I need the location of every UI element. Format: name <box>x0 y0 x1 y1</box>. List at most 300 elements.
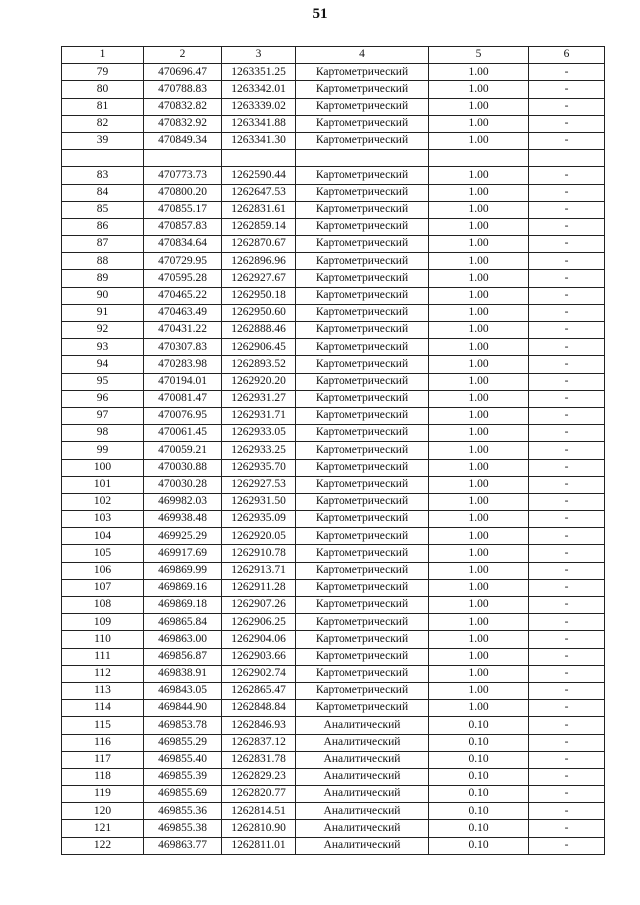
accuracy-cell: 1.00 <box>429 253 529 270</box>
point-number-cell: 102 <box>62 493 144 510</box>
table-row <box>62 665 605 682</box>
point-number-cell: 104 <box>62 528 144 545</box>
y-coordinate-cell: 1262811.01 <box>222 837 296 854</box>
note-cell: - <box>529 218 605 235</box>
method-cell: Картометрический <box>296 682 429 699</box>
x-coordinate-cell: 470788.83 <box>144 81 222 98</box>
note-cell: - <box>529 64 605 81</box>
accuracy-cell: 1.00 <box>429 631 529 648</box>
table-row <box>62 562 605 579</box>
x-coordinate-cell: 470849.34 <box>144 132 222 149</box>
table-row <box>62 837 605 854</box>
note-cell: - <box>529 407 605 424</box>
method-cell: Аналитический <box>296 837 429 854</box>
point-number-cell: 111 <box>62 648 144 665</box>
accuracy-cell: 1.00 <box>429 201 529 218</box>
point-number-cell: 39 <box>62 132 144 149</box>
point-number-cell: 90 <box>62 287 144 304</box>
table-row <box>62 476 605 493</box>
x-coordinate-cell: 470030.28 <box>144 476 222 493</box>
method-cell: Картометрический <box>296 390 429 407</box>
point-number-cell: 105 <box>62 545 144 562</box>
header-row <box>62 47 605 64</box>
point-number-cell: 99 <box>62 442 144 459</box>
accuracy-cell: 1.00 <box>429 115 529 132</box>
note-cell: - <box>529 562 605 579</box>
accuracy-cell: 1.00 <box>429 425 529 442</box>
y-coordinate-cell: 1262904.06 <box>222 631 296 648</box>
table-row <box>62 322 605 339</box>
method-cell: Картометрический <box>296 614 429 631</box>
x-coordinate-cell: 470800.20 <box>144 184 222 201</box>
note-cell: - <box>529 304 605 321</box>
y-coordinate-cell: 1262903.66 <box>222 648 296 665</box>
x-coordinate-cell: 469869.16 <box>144 579 222 596</box>
y-coordinate-cell: 1262831.78 <box>222 751 296 768</box>
point-number-cell: 115 <box>62 717 144 734</box>
note-cell: - <box>529 81 605 98</box>
column-header: 2 <box>144 47 222 64</box>
note-cell: - <box>529 511 605 528</box>
x-coordinate-cell: 470307.83 <box>144 339 222 356</box>
point-number-cell: 80 <box>62 81 144 98</box>
method-cell: Картометрический <box>296 493 429 510</box>
y-coordinate-cell: 1263339.02 <box>222 98 296 115</box>
accuracy-cell: 0.10 <box>429 837 529 854</box>
note-cell: - <box>529 236 605 253</box>
point-number-cell: 95 <box>62 373 144 390</box>
accuracy-cell: 1.00 <box>429 270 529 287</box>
x-coordinate-cell: 469838.91 <box>144 665 222 682</box>
note-cell: - <box>529 597 605 614</box>
method-cell: Аналитический <box>296 768 429 785</box>
coordinates-table <box>61 46 605 855</box>
accuracy-cell: 1.00 <box>429 407 529 424</box>
table-row <box>62 614 605 631</box>
point-number-cell: 93 <box>62 339 144 356</box>
method-cell: Картометрический <box>296 442 429 459</box>
column-header: 4 <box>296 47 429 64</box>
accuracy-cell: 1.00 <box>429 665 529 682</box>
note-cell <box>529 150 605 167</box>
x-coordinate-cell: 469982.03 <box>144 493 222 510</box>
note-cell: - <box>529 115 605 132</box>
x-coordinate-cell: 469869.18 <box>144 597 222 614</box>
method-cell: Картометрический <box>296 631 429 648</box>
point-number-cell: 81 <box>62 98 144 115</box>
table-row <box>62 442 605 459</box>
accuracy-cell: 1.00 <box>429 287 529 304</box>
note-cell: - <box>529 390 605 407</box>
point-number-cell: 106 <box>62 562 144 579</box>
accuracy-cell: 1.00 <box>429 493 529 510</box>
point-number-cell: 85 <box>62 201 144 218</box>
x-coordinate-cell: 469863.77 <box>144 837 222 854</box>
table-row <box>62 167 605 184</box>
method-cell: Картометрический <box>296 201 429 218</box>
x-coordinate-cell: 470729.95 <box>144 253 222 270</box>
table-row <box>62 682 605 699</box>
point-number-cell: 101 <box>62 476 144 493</box>
accuracy-cell: 1.00 <box>429 373 529 390</box>
x-coordinate-cell: 469855.40 <box>144 751 222 768</box>
point-number-cell: 100 <box>62 459 144 476</box>
y-coordinate-cell: 1262846.93 <box>222 717 296 734</box>
point-number-cell: 110 <box>62 631 144 648</box>
method-cell: Картометрический <box>296 459 429 476</box>
point-number-cell: 107 <box>62 579 144 596</box>
table-row <box>62 493 605 510</box>
accuracy-cell: 1.00 <box>429 579 529 596</box>
method-cell <box>296 150 429 167</box>
page-number: 51 <box>312 6 328 22</box>
note-cell: - <box>529 648 605 665</box>
y-coordinate-cell: 1262920.05 <box>222 528 296 545</box>
note-cell: - <box>529 786 605 803</box>
point-number-cell: 88 <box>62 253 144 270</box>
y-coordinate-cell: 1262906.45 <box>222 339 296 356</box>
method-cell: Картометрический <box>296 218 429 235</box>
accuracy-cell: 0.10 <box>429 734 529 751</box>
table-row <box>62 528 605 545</box>
y-coordinate-cell: 1262910.78 <box>222 545 296 562</box>
table-row <box>62 150 605 167</box>
accuracy-cell: 1.00 <box>429 218 529 235</box>
y-coordinate-cell: 1262920.20 <box>222 373 296 390</box>
note-cell: - <box>529 545 605 562</box>
x-coordinate-cell: 469865.84 <box>144 614 222 631</box>
table-row <box>62 132 605 149</box>
point-number-cell: 109 <box>62 614 144 631</box>
x-coordinate-cell: 469855.38 <box>144 820 222 837</box>
point-number-cell: 91 <box>62 304 144 321</box>
method-cell: Картометрический <box>296 425 429 442</box>
method-cell: Аналитический <box>296 803 429 820</box>
table-row <box>62 820 605 837</box>
accuracy-cell: 1.00 <box>429 442 529 459</box>
point-number-cell: 114 <box>62 700 144 717</box>
method-cell: Картометрический <box>296 373 429 390</box>
accuracy-cell <box>429 150 529 167</box>
table-row <box>62 115 605 132</box>
x-coordinate-cell: 470834.64 <box>144 236 222 253</box>
y-coordinate-cell: 1262893.52 <box>222 356 296 373</box>
table-row <box>62 304 605 321</box>
method-cell: Картометрический <box>296 407 429 424</box>
note-cell: - <box>529 322 605 339</box>
accuracy-cell: 1.00 <box>429 614 529 631</box>
x-coordinate-cell: 470059.21 <box>144 442 222 459</box>
table-row <box>62 545 605 562</box>
method-cell: Картометрический <box>296 98 429 115</box>
method-cell: Картометрический <box>296 356 429 373</box>
method-cell: Картометрический <box>296 64 429 81</box>
x-coordinate-cell: 470773.73 <box>144 167 222 184</box>
method-cell: Картометрический <box>296 236 429 253</box>
table-row <box>62 734 605 751</box>
point-number-cell: 121 <box>62 820 144 837</box>
table-row <box>62 356 605 373</box>
accuracy-cell: 0.10 <box>429 717 529 734</box>
x-coordinate-cell: 470076.95 <box>144 407 222 424</box>
table-row <box>62 373 605 390</box>
accuracy-cell: 0.10 <box>429 803 529 820</box>
point-number-cell: 87 <box>62 236 144 253</box>
note-cell: - <box>529 459 605 476</box>
method-cell: Картометрический <box>296 545 429 562</box>
point-number-cell: 116 <box>62 734 144 751</box>
y-coordinate-cell: 1262870.67 <box>222 236 296 253</box>
point-number-cell: 117 <box>62 751 144 768</box>
accuracy-cell: 1.00 <box>429 562 529 579</box>
accuracy-cell: 1.00 <box>429 648 529 665</box>
method-cell: Картометрический <box>296 253 429 270</box>
note-cell: - <box>529 665 605 682</box>
table-row <box>62 407 605 424</box>
x-coordinate-cell: 470855.17 <box>144 201 222 218</box>
x-coordinate-cell: 469855.36 <box>144 803 222 820</box>
table-row <box>62 184 605 201</box>
x-coordinate-cell <box>144 150 222 167</box>
point-number-cell: 79 <box>62 64 144 81</box>
note-cell: - <box>529 751 605 768</box>
y-coordinate-cell <box>222 150 296 167</box>
note-cell: - <box>529 287 605 304</box>
method-cell: Картометрический <box>296 528 429 545</box>
method-cell: Картометрический <box>296 648 429 665</box>
point-number-cell: 94 <box>62 356 144 373</box>
y-coordinate-cell: 1262935.09 <box>222 511 296 528</box>
note-cell: - <box>529 425 605 442</box>
x-coordinate-cell: 470832.92 <box>144 115 222 132</box>
x-coordinate-cell: 469863.00 <box>144 631 222 648</box>
accuracy-cell: 1.00 <box>429 356 529 373</box>
accuracy-cell: 1.00 <box>429 545 529 562</box>
table-row <box>62 631 605 648</box>
table-row <box>62 287 605 304</box>
note-cell: - <box>529 493 605 510</box>
x-coordinate-cell: 470061.45 <box>144 425 222 442</box>
table-row <box>62 786 605 803</box>
column-header: 5 <box>429 47 529 64</box>
method-cell: Картометрический <box>296 304 429 321</box>
table-row <box>62 270 605 287</box>
y-coordinate-cell: 1263351.25 <box>222 64 296 81</box>
accuracy-cell: 1.00 <box>429 528 529 545</box>
point-number-cell: 82 <box>62 115 144 132</box>
note-cell: - <box>529 579 605 596</box>
table-row <box>62 579 605 596</box>
y-coordinate-cell: 1262837.12 <box>222 734 296 751</box>
point-number-cell: 122 <box>62 837 144 854</box>
x-coordinate-cell: 469843.05 <box>144 682 222 699</box>
method-cell: Аналитический <box>296 734 429 751</box>
note-cell: - <box>529 717 605 734</box>
table-row <box>62 236 605 253</box>
x-coordinate-cell: 469938.48 <box>144 511 222 528</box>
x-coordinate-cell: 469917.69 <box>144 545 222 562</box>
x-coordinate-cell: 470081.47 <box>144 390 222 407</box>
accuracy-cell: 1.00 <box>429 390 529 407</box>
note-cell: - <box>529 442 605 459</box>
table-row <box>62 339 605 356</box>
point-number-cell: 98 <box>62 425 144 442</box>
y-coordinate-cell: 1262896.96 <box>222 253 296 270</box>
accuracy-cell: 1.00 <box>429 64 529 81</box>
y-coordinate-cell: 1262927.67 <box>222 270 296 287</box>
x-coordinate-cell: 469869.99 <box>144 562 222 579</box>
y-coordinate-cell: 1262935.70 <box>222 459 296 476</box>
y-coordinate-cell: 1262820.77 <box>222 786 296 803</box>
accuracy-cell: 1.00 <box>429 81 529 98</box>
note-cell: - <box>529 373 605 390</box>
accuracy-cell: 1.00 <box>429 682 529 699</box>
column-header: 6 <box>529 47 605 64</box>
table-row <box>62 253 605 270</box>
accuracy-cell: 1.00 <box>429 700 529 717</box>
note-cell: - <box>529 132 605 149</box>
note-cell: - <box>529 270 605 287</box>
table-row <box>62 459 605 476</box>
table-row <box>62 597 605 614</box>
note-cell: - <box>529 528 605 545</box>
x-coordinate-cell: 470283.98 <box>144 356 222 373</box>
y-coordinate-cell: 1262865.47 <box>222 682 296 699</box>
note-cell: - <box>529 682 605 699</box>
y-coordinate-cell: 1262590.44 <box>222 167 296 184</box>
y-coordinate-cell: 1262931.27 <box>222 390 296 407</box>
point-number-cell: 112 <box>62 665 144 682</box>
point-number-cell: 103 <box>62 511 144 528</box>
table-row <box>62 98 605 115</box>
table-row <box>62 511 605 528</box>
table-row <box>62 218 605 235</box>
x-coordinate-cell: 470595.28 <box>144 270 222 287</box>
point-number-cell <box>62 150 144 167</box>
point-number-cell: 86 <box>62 218 144 235</box>
table-row <box>62 81 605 98</box>
y-coordinate-cell: 1262906.25 <box>222 614 296 631</box>
method-cell: Картометрический <box>296 562 429 579</box>
note-cell: - <box>529 184 605 201</box>
table-row <box>62 768 605 785</box>
x-coordinate-cell: 470194.01 <box>144 373 222 390</box>
method-cell: Картометрический <box>296 597 429 614</box>
method-cell: Картометрический <box>296 167 429 184</box>
y-coordinate-cell: 1262859.14 <box>222 218 296 235</box>
accuracy-cell: 0.10 <box>429 751 529 768</box>
method-cell: Картометрический <box>296 339 429 356</box>
y-coordinate-cell: 1262848.84 <box>222 700 296 717</box>
point-number-cell: 96 <box>62 390 144 407</box>
note-cell: - <box>529 734 605 751</box>
x-coordinate-cell: 470030.88 <box>144 459 222 476</box>
point-number-cell: 83 <box>62 167 144 184</box>
accuracy-cell: 0.10 <box>429 768 529 785</box>
y-coordinate-cell: 1262911.28 <box>222 579 296 596</box>
note-cell: - <box>529 253 605 270</box>
method-cell: Аналитический <box>296 751 429 768</box>
point-number-cell: 97 <box>62 407 144 424</box>
note-cell: - <box>529 820 605 837</box>
accuracy-cell: 0.10 <box>429 786 529 803</box>
x-coordinate-cell: 469844.90 <box>144 700 222 717</box>
method-cell: Картометрический <box>296 287 429 304</box>
y-coordinate-cell: 1262950.18 <box>222 287 296 304</box>
accuracy-cell: 1.00 <box>429 236 529 253</box>
point-number-cell: 118 <box>62 768 144 785</box>
accuracy-cell: 1.00 <box>429 98 529 115</box>
y-coordinate-cell: 1262814.51 <box>222 803 296 820</box>
method-cell: Картометрический <box>296 322 429 339</box>
x-coordinate-cell: 469856.87 <box>144 648 222 665</box>
note-cell: - <box>529 98 605 115</box>
method-cell: Картометрический <box>296 132 429 149</box>
note-cell: - <box>529 167 605 184</box>
point-number-cell: 89 <box>62 270 144 287</box>
table-body <box>62 64 605 855</box>
method-cell: Картометрический <box>296 511 429 528</box>
x-coordinate-cell: 470857.83 <box>144 218 222 235</box>
table-row <box>62 390 605 407</box>
x-coordinate-cell: 469853.78 <box>144 717 222 734</box>
x-coordinate-cell: 469855.29 <box>144 734 222 751</box>
accuracy-cell: 1.00 <box>429 476 529 493</box>
point-number-cell: 119 <box>62 786 144 803</box>
note-cell: - <box>529 803 605 820</box>
table-row <box>62 64 605 81</box>
y-coordinate-cell: 1262829.23 <box>222 768 296 785</box>
y-coordinate-cell: 1263341.88 <box>222 115 296 132</box>
x-coordinate-cell: 469925.29 <box>144 528 222 545</box>
accuracy-cell: 1.00 <box>429 184 529 201</box>
table-row <box>62 803 605 820</box>
table-row <box>62 717 605 734</box>
y-coordinate-cell: 1263342.01 <box>222 81 296 98</box>
y-coordinate-cell: 1262831.61 <box>222 201 296 218</box>
x-coordinate-cell: 470696.47 <box>144 64 222 81</box>
point-number-cell: 113 <box>62 682 144 699</box>
method-cell: Аналитический <box>296 717 429 734</box>
method-cell: Картометрический <box>296 700 429 717</box>
column-header: 3 <box>222 47 296 64</box>
x-coordinate-cell: 470465.22 <box>144 287 222 304</box>
accuracy-cell: 1.00 <box>429 167 529 184</box>
note-cell: - <box>529 700 605 717</box>
accuracy-cell: 1.00 <box>429 511 529 528</box>
method-cell: Аналитический <box>296 820 429 837</box>
column-header: 1 <box>62 47 144 64</box>
y-coordinate-cell: 1262950.60 <box>222 304 296 321</box>
method-cell: Картометрический <box>296 81 429 98</box>
point-number-cell: 108 <box>62 597 144 614</box>
note-cell: - <box>529 339 605 356</box>
table-row <box>62 425 605 442</box>
y-coordinate-cell: 1262931.71 <box>222 407 296 424</box>
table-row <box>62 201 605 218</box>
y-coordinate-cell: 1262907.26 <box>222 597 296 614</box>
x-coordinate-cell: 470463.49 <box>144 304 222 321</box>
table-header <box>62 47 605 64</box>
accuracy-cell: 0.10 <box>429 820 529 837</box>
method-cell: Картометрический <box>296 665 429 682</box>
y-coordinate-cell: 1262927.53 <box>222 476 296 493</box>
method-cell: Картометрический <box>296 579 429 596</box>
x-coordinate-cell: 469855.69 <box>144 786 222 803</box>
table-row <box>62 700 605 717</box>
accuracy-cell: 1.00 <box>429 459 529 476</box>
note-cell: - <box>529 476 605 493</box>
